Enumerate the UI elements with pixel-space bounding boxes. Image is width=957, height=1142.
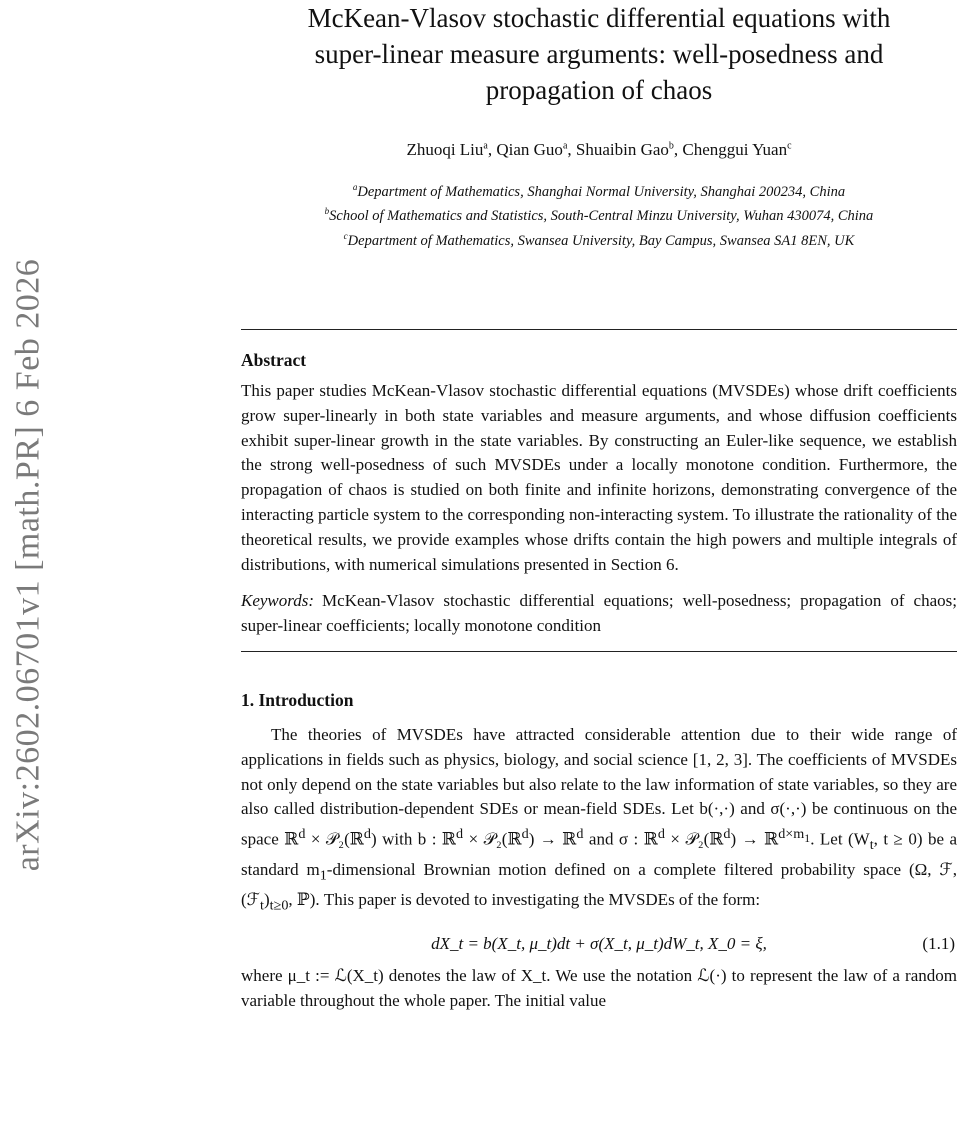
superscript bbox=[778, 826, 811, 845]
keywords-label: Keywords: bbox=[241, 591, 315, 611]
equation-body: dX_t = b(X_t, μ_t)dt + σ(X_t, μ_t)dW_t, X_0 = ξ, bbox=[431, 934, 767, 954]
author-affil-mark: c bbox=[787, 140, 792, 152]
subscript: 1 bbox=[804, 830, 811, 845]
paper-title bbox=[241, 0, 957, 108]
affiliation bbox=[241, 227, 957, 251]
abstract-body: This paper studies McKean-Vlasov stochastic differential equations (MVSDEs) whose drift coefficients grow super-linearly in both state variables and measure arguments, and whose diffusion coefficients exhibit super-linear growth in the state variables. By constructing an Euler-like sequence, we establish the strong well-posedness of such MVSDEs under a locally monotone condition. Furthermore, the propagation of chaos is studied on both finite and infinite horizons, demonstrating convergence of the interacting particle system to the corresponding non-interacting system. To illustrate the rationality of the theoretical results, we provide examples whose drifts contain the high powers and multiple integrals of distributions, with numerical simulations presented in Section 6. bbox=[241, 380, 957, 574]
subscript: 1 bbox=[319, 867, 327, 884]
text-run: × 𝒫₂(ℝ bbox=[664, 829, 724, 849]
superscript-part: d×m bbox=[778, 826, 805, 843]
affiliation-text: School of Mathematics and Statistics, South-Central Minzu University, Wuhan 430074, China bbox=[329, 208, 874, 225]
affiliation-list bbox=[241, 178, 957, 251]
equation-number: (1.1) bbox=[922, 934, 955, 954]
author-affil-mark: a bbox=[562, 140, 568, 152]
arxiv-identifier-stamp bbox=[4, 190, 52, 940]
text-run: ) with b : ℝ bbox=[370, 829, 457, 849]
subscript: t≥0 bbox=[269, 897, 289, 914]
abstract-section bbox=[241, 330, 957, 651]
title-line: super-linear measure arguments: well-posedness and bbox=[314, 39, 884, 69]
superscript: d bbox=[363, 826, 371, 843]
affiliation-mark: c bbox=[343, 230, 348, 241]
text-run: ) bbox=[263, 890, 270, 910]
subscript: t bbox=[869, 837, 874, 854]
author-name: Shuaibin Gao bbox=[575, 140, 669, 159]
abstract-heading: Abstract bbox=[241, 349, 307, 370]
keywords bbox=[241, 589, 957, 639]
title-line: McKean-Vlasov stochastic differential equations with bbox=[307, 3, 891, 33]
section-heading-introduction: 1. Introduction bbox=[241, 689, 354, 710]
author-list: Zhuoqi Liu$^a$, Qian Guo$^a$, Shuaibin Gao$^b$, Chenggui Yuan$^c$ bbox=[406, 140, 792, 159]
superscript: d bbox=[657, 826, 665, 843]
author-name: Chenggui Yuan bbox=[682, 140, 788, 159]
text-run: ) → ℝ bbox=[730, 829, 779, 849]
text-run: and σ : ℝ bbox=[583, 829, 658, 849]
text-run: ) → ℝ bbox=[528, 829, 577, 849]
equation-1-1 bbox=[241, 924, 957, 964]
text-run: , ℙ). This paper is devoted to investigating the MVSDEs of the form: bbox=[288, 890, 761, 910]
abstract-bottom-rule bbox=[241, 651, 957, 652]
text-run: The theories of MVSDEs have attracted considerable attention due to their wide range of applications in fields such as physics, biology, and social science [1, 2, 3]. The coefficients of MVSDEs not only depend on the state variables but also relate to the law information of state variables, so they are also called distribution-dependent SDEs or mean-field SDEs. Let b(·,·) and σ(·,·) be continuous on the space ℝ bbox=[241, 724, 957, 849]
text-run: -dimensional Brownian motion defined on a complete filtered probability space (Ω, ℱ, (ℱ bbox=[241, 859, 957, 910]
author-affil-mark: b bbox=[668, 140, 674, 152]
affiliation bbox=[241, 202, 957, 226]
superscript: d bbox=[576, 826, 584, 843]
text-run: × 𝒫₂(ℝ bbox=[463, 829, 522, 849]
paper-content bbox=[241, 0, 957, 1014]
affiliation-text: Department of Mathematics, Shanghai Normal University, Shanghai 200234, China bbox=[357, 183, 846, 200]
affiliation bbox=[241, 178, 957, 202]
author-affil-mark: a bbox=[483, 140, 488, 152]
text-run: × 𝒫₂(ℝ bbox=[305, 829, 364, 849]
affiliation-mark: a bbox=[352, 182, 358, 192]
text-run: . Let (W bbox=[810, 829, 870, 849]
affiliation-text: Department of Mathematics, Swansea University, Bay Campus, Swansea SA1 8EN, UK bbox=[347, 232, 855, 249]
arxiv-stamp-text: arXiv:2602.06701v1 [math.PR] 6 Feb 2026 bbox=[9, 258, 47, 872]
keywords-text: McKean-Vlasov stochastic differential equations; well-posedness; propagation of chaos; super-linear coefficients; locally monotone condition bbox=[241, 591, 957, 636]
intro-paragraph-continued: where μ_t := ℒ(X_t) denotes the law of X_t. We use the notation ℒ(·) to represent the law of a random variable throughout the whole paper. The initial value bbox=[241, 966, 957, 1011]
superscript: d bbox=[521, 826, 529, 843]
superscript: d bbox=[723, 826, 731, 843]
author-name: Qian Guo bbox=[496, 140, 563, 159]
subscript: t bbox=[260, 897, 264, 914]
superscript: d bbox=[456, 826, 464, 843]
intro-paragraph bbox=[241, 723, 957, 918]
superscript: d bbox=[298, 826, 306, 843]
text-run: , t ≥ 0) be a standard m bbox=[241, 829, 957, 879]
title-line: propagation of chaos bbox=[485, 75, 713, 105]
author-name: Zhuoqi Liu bbox=[406, 140, 484, 159]
affiliation-mark: b bbox=[324, 206, 330, 217]
